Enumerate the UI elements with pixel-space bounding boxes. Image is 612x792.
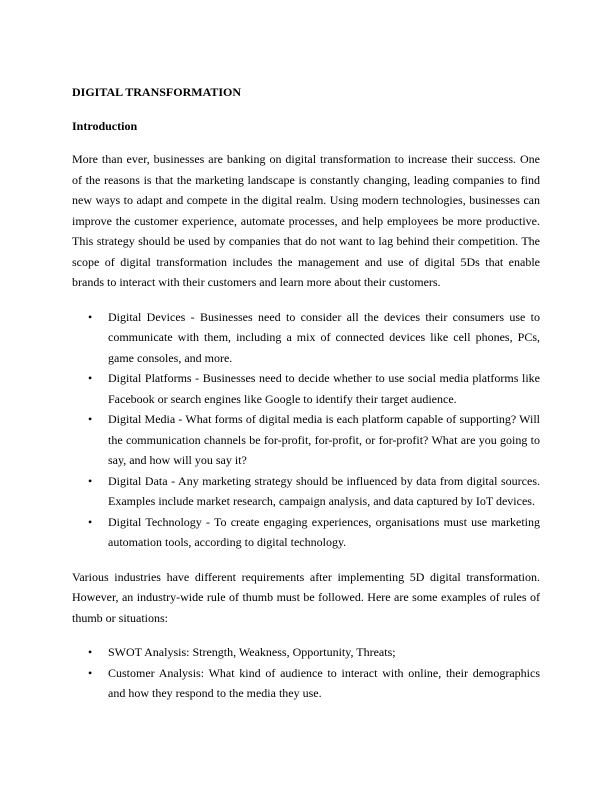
bullet-icon: • (88, 371, 93, 385)
bullet-icon: • (88, 412, 93, 426)
document-title: DIGITAL TRANSFORMATION (72, 85, 242, 99)
bullet-icon: • (88, 665, 93, 680)
list-item-text: SWOT Analysis: Strength, Weakness, Opportunity, Threats; (108, 645, 396, 659)
list-item-text: Digital Platforms - Businesses need to decide whether to use social media platforms like Facebook or search engines like Google to identify their target audience. (108, 371, 540, 406)
list-item (72, 307, 540, 369)
bullet-icon: • (88, 473, 93, 488)
intro-paragraph: More than ever, businesses are banking on digital transformation to increase their success. One of the reasons is that the marketing landscape is constantly changing, leading companies to find new ways to adapt and compete in the digital realm. Using modern technologies, businesses can improve the customer experience, automate processes, and help employees be more productive. This strategy should be used by companies that do not want to lag behind their competition. The scope of digital transformation includes the management and use of digital 5Ds that enable brands to interact with their customers and learn more about their customers. (72, 152, 540, 289)
list-item (72, 663, 540, 704)
bullet-icon: • (88, 645, 93, 659)
list-item (72, 512, 540, 553)
list-item-text: Digital Devices - Businesses need to consider all the devices their consumers use to communicate with them, including a mix of connected devices like cell phones, PCs, game consoles, and more. (108, 309, 540, 365)
list-item (72, 642, 540, 663)
list-item-text: Digital Media - What forms of digital media is each platform capable of supporting? Will the communication channels be for-profit, for-profit, or for-profit? What are you going to say, and how will you say it? (108, 412, 540, 467)
list-item (72, 368, 540, 409)
bullet-icon: • (88, 514, 93, 529)
list-item-text: Digital Technology - To create engaging experiences, organisations must use marketing automation tools, according to digital technology. (108, 514, 540, 549)
document-page (72, 82, 540, 718)
rules-list (72, 642, 540, 704)
five-ds-list (72, 307, 540, 553)
section-heading: Introduction (72, 118, 138, 133)
rules-paragraph: Various industries have different requirements after implementing 5D digital transformation. However, an industry-wide rule of thumb must be followed. Here are some examples of rules of thumb or situations: (72, 569, 540, 625)
bullet-icon: • (88, 309, 93, 324)
list-item-text: Digital Data - Any marketing strategy should be influenced by data from digital sources. Examples include market research, campaign analysis, and data captured by IoT devices. (108, 473, 540, 508)
list-item (72, 409, 540, 471)
list-item (72, 471, 540, 512)
list-item-text: Customer Analysis: What kind of audience to interact with online, their demographics and how they respond to the media they use. (108, 665, 540, 700)
